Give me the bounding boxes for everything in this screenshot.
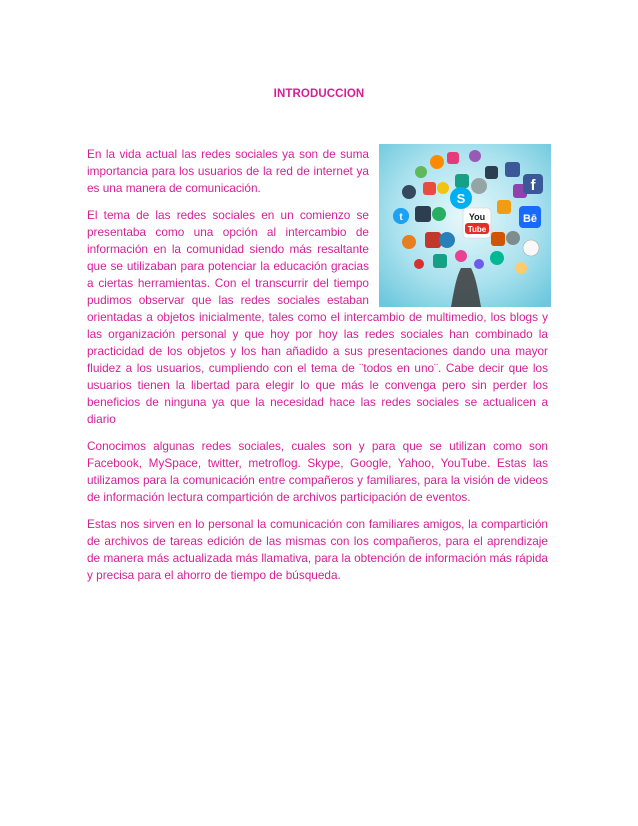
svg-text:Tube: Tube (467, 225, 487, 234)
svg-text:f: f (530, 177, 536, 194)
document-title: INTRODUCCION (273, 88, 365, 100)
document-body (87, 146, 548, 594)
youtube-icon (463, 208, 491, 238)
svg-text:You: You (468, 212, 486, 222)
paragraph-1: En la vida actual las redes sociales ya son de suma importancia para los usuarios de la red de internet ya es una manera de comunicación. (87, 147, 369, 195)
paragraph-3: Conocimos algunas redes sociales, cuales son y para que se utilizan como son Facebook, MySpace, twitter, metroflog. Skype, Google, Yahoo, YouTube. Estas las utilizamos para la comunicación entre compañeros y familiares, para la visión de videos de información lectura compartición de archivos participación de eventos. (87, 439, 548, 504)
paragraph-2: El tema de las redes sociales en un comienzo se presentaba como una opción al intercambio de información en la comunidad siendo más resaltante que se utilizaban para potenciar la educación gracias a ciertas herramientas. Con el transcurrir del tiempo pudimos observar que las redes sociales estaban orientadas a objetos inicialmente, tales como el intercambio de multimedio, los blogs y las organización personal y que hoy por hoy las redes sociales han combinado la practicidad de los objetos y los han añadido a sus presentaciones dando una mayor fluidez a los usuarios, cumpliendo con el tema de ¨todos en uno¨. Cabe decir que los usuarios tienen la libertad para elegir lo que más le convenga pero sin perder los beneficios de ninguna ya que la necesidad hace las redes sociales se actualicen a diario (87, 208, 548, 426)
paragraph-4: Estas nos sirven en lo personal la comunicación con familiares amigos, la compartición de archivos de tareas edición de las mismas con los compañeros, para el aprendizaje de manera más actualizada más llamativa, para la obtención de información más rápida y precisa para el ahorro de tiempo de búsqueda. (87, 517, 548, 582)
behance-icon: Bē (522, 213, 538, 225)
svg-text:S: S (456, 191, 466, 206)
social-media-icons-image (379, 144, 551, 307)
svg-text:t: t (399, 212, 403, 223)
